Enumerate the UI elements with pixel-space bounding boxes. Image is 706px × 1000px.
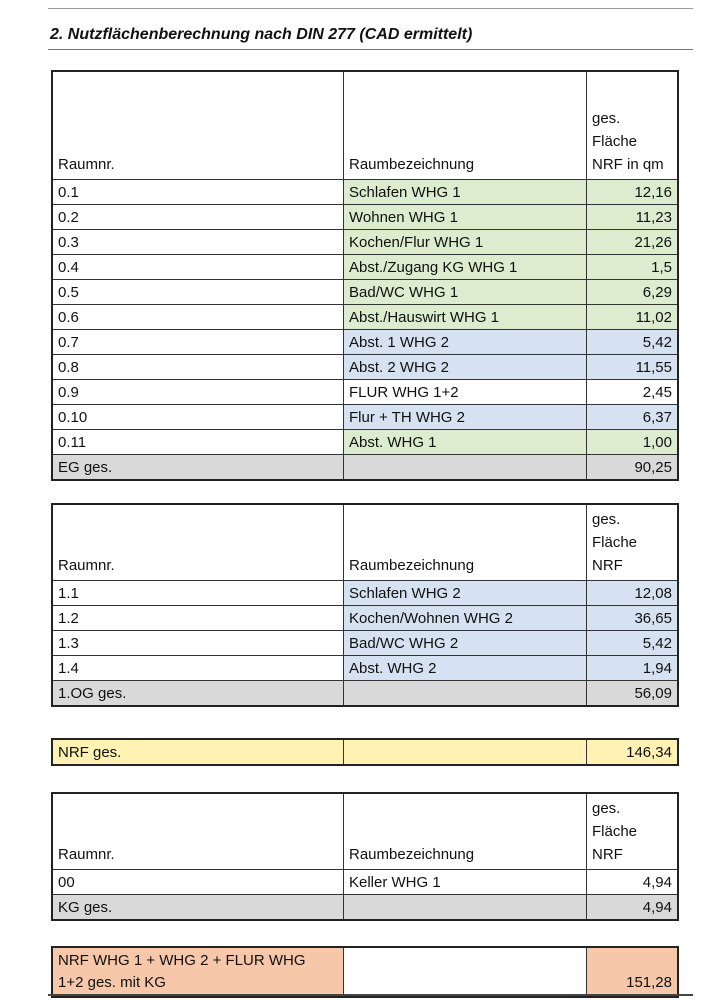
nrf-total-table bbox=[51, 738, 679, 766]
header-room-number: Raumnr. bbox=[52, 71, 344, 180]
header-area bbox=[587, 793, 679, 870]
header-room-number: Raumnr. bbox=[52, 504, 344, 581]
table-row bbox=[52, 305, 678, 330]
table-row bbox=[52, 606, 678, 631]
og-area-table bbox=[51, 503, 679, 707]
room-name: FLUR WHG 1+2 bbox=[344, 380, 587, 405]
header-area-line: ges. bbox=[592, 511, 621, 528]
table-row bbox=[52, 205, 678, 230]
kg-area-table bbox=[51, 792, 679, 921]
room-name: Abst. 2 WHG 2 bbox=[344, 355, 587, 380]
room-area: 11,55 bbox=[587, 355, 679, 380]
grand-total-label-line: NRF WHG 1 + WHG 2 + FLUR WHG bbox=[58, 952, 306, 969]
header-area-line: NRF in qm bbox=[592, 156, 664, 173]
nrf-total-label: NRF ges. bbox=[52, 739, 344, 765]
table-header-row bbox=[52, 504, 678, 581]
total-label: EG ges. bbox=[52, 455, 344, 481]
room-name: Wohnen WHG 1 bbox=[344, 205, 587, 230]
header-area-line: Fläche bbox=[592, 133, 638, 150]
room-name: Bad/WC WHG 1 bbox=[344, 280, 587, 305]
grand-total-empty bbox=[344, 947, 587, 997]
header-area-line: Fläche bbox=[592, 823, 638, 840]
grand-total-table bbox=[51, 946, 679, 998]
header-area-line: ges. bbox=[592, 800, 621, 817]
grand-total-area: 151,28 bbox=[587, 947, 679, 997]
room-area: 21,26 bbox=[587, 230, 679, 255]
table-row bbox=[52, 355, 678, 380]
eg-area-table bbox=[51, 70, 679, 481]
total-empty bbox=[344, 895, 587, 921]
header-area bbox=[587, 504, 679, 581]
room-number: 0.6 bbox=[52, 305, 344, 330]
room-area: 1,94 bbox=[587, 656, 679, 681]
room-number: 00 bbox=[52, 870, 344, 895]
bottom-border-line bbox=[48, 994, 693, 996]
total-area: 4,94 bbox=[587, 895, 679, 921]
room-number: 0.8 bbox=[52, 355, 344, 380]
room-number: 0.11 bbox=[52, 430, 344, 455]
room-area: 5,42 bbox=[587, 631, 679, 656]
table-row bbox=[52, 255, 678, 280]
room-name: Abst./Hauswirt WHG 1 bbox=[344, 305, 587, 330]
total-empty bbox=[344, 455, 587, 481]
page-title: 2. Nutzflächenberechnung nach DIN 277 (CAD ermittelt) bbox=[50, 26, 473, 43]
table-row bbox=[52, 380, 678, 405]
header-area-line: NRF bbox=[592, 557, 623, 574]
header-area-line: Fläche bbox=[592, 534, 638, 551]
room-area: 6,29 bbox=[587, 280, 679, 305]
room-area: 12,08 bbox=[587, 581, 679, 606]
room-area: 1,5 bbox=[587, 255, 679, 280]
grand-total-label bbox=[52, 947, 344, 997]
table-row bbox=[52, 870, 678, 895]
table-header-row bbox=[52, 793, 678, 870]
room-number: 0.3 bbox=[52, 230, 344, 255]
room-area: 2,45 bbox=[587, 380, 679, 405]
header-room-name: Raumbezeichnung bbox=[344, 71, 587, 180]
table-row bbox=[52, 405, 678, 430]
room-area: 12,16 bbox=[587, 180, 679, 205]
table-row bbox=[52, 656, 678, 681]
room-area: 11,23 bbox=[587, 205, 679, 230]
table-row bbox=[52, 330, 678, 355]
table-row bbox=[52, 280, 678, 305]
nrf-total-empty bbox=[344, 739, 587, 765]
total-empty bbox=[344, 681, 587, 707]
grand-total-label-line: 1+2 ges. mit KG bbox=[58, 974, 166, 991]
room-area: 11,02 bbox=[587, 305, 679, 330]
room-number: 0.1 bbox=[52, 180, 344, 205]
room-number: 0.4 bbox=[52, 255, 344, 280]
room-name: Kochen/Wohnen WHG 2 bbox=[344, 606, 587, 631]
room-number: 1.4 bbox=[52, 656, 344, 681]
table-row bbox=[52, 581, 678, 606]
nrf-total-area: 146,34 bbox=[587, 739, 679, 765]
room-number: 0.2 bbox=[52, 205, 344, 230]
nrf-total-row bbox=[52, 739, 678, 765]
room-number: 0.10 bbox=[52, 405, 344, 430]
header-room-name: Raumbezeichnung bbox=[344, 504, 587, 581]
table-row bbox=[52, 180, 678, 205]
room-name: Schlafen WHG 1 bbox=[344, 180, 587, 205]
room-number: 1.1 bbox=[52, 581, 344, 606]
room-area: 6,37 bbox=[587, 405, 679, 430]
room-name: Abst. 1 WHG 2 bbox=[344, 330, 587, 355]
total-row bbox=[52, 895, 678, 921]
table-row bbox=[52, 230, 678, 255]
title-underline bbox=[48, 49, 693, 50]
total-label: KG ges. bbox=[52, 895, 344, 921]
total-area: 90,25 bbox=[587, 455, 679, 481]
room-area: 1,00 bbox=[587, 430, 679, 455]
room-area: 36,65 bbox=[587, 606, 679, 631]
total-row bbox=[52, 455, 678, 481]
grand-total-row bbox=[52, 947, 678, 997]
total-row bbox=[52, 681, 678, 707]
room-number: 0.7 bbox=[52, 330, 344, 355]
header-area-line: NRF bbox=[592, 846, 623, 863]
room-area: 4,94 bbox=[587, 870, 679, 895]
room-area: 5,42 bbox=[587, 330, 679, 355]
room-name: Schlafen WHG 2 bbox=[344, 581, 587, 606]
room-number: 0.9 bbox=[52, 380, 344, 405]
table-row bbox=[52, 631, 678, 656]
room-name: Abst./Zugang KG WHG 1 bbox=[344, 255, 587, 280]
room-number: 0.5 bbox=[52, 280, 344, 305]
room-number: 1.3 bbox=[52, 631, 344, 656]
total-area: 56,09 bbox=[587, 681, 679, 707]
table-header-row bbox=[52, 71, 678, 180]
room-name: Abst. WHG 1 bbox=[344, 430, 587, 455]
top-border-line bbox=[48, 8, 693, 9]
header-area-line: ges. bbox=[592, 110, 621, 127]
header-room-name: Raumbezeichnung bbox=[344, 793, 587, 870]
header-area bbox=[587, 71, 679, 180]
room-name: Flur + TH WHG 2 bbox=[344, 405, 587, 430]
total-label: 1.OG ges. bbox=[52, 681, 344, 707]
room-name: Bad/WC WHG 2 bbox=[344, 631, 587, 656]
room-number: 1.2 bbox=[52, 606, 344, 631]
room-name: Abst. WHG 2 bbox=[344, 656, 587, 681]
room-name: Keller WHG 1 bbox=[344, 870, 587, 895]
room-name: Kochen/Flur WHG 1 bbox=[344, 230, 587, 255]
table-row bbox=[52, 430, 678, 455]
header-room-number: Raumnr. bbox=[52, 793, 344, 870]
